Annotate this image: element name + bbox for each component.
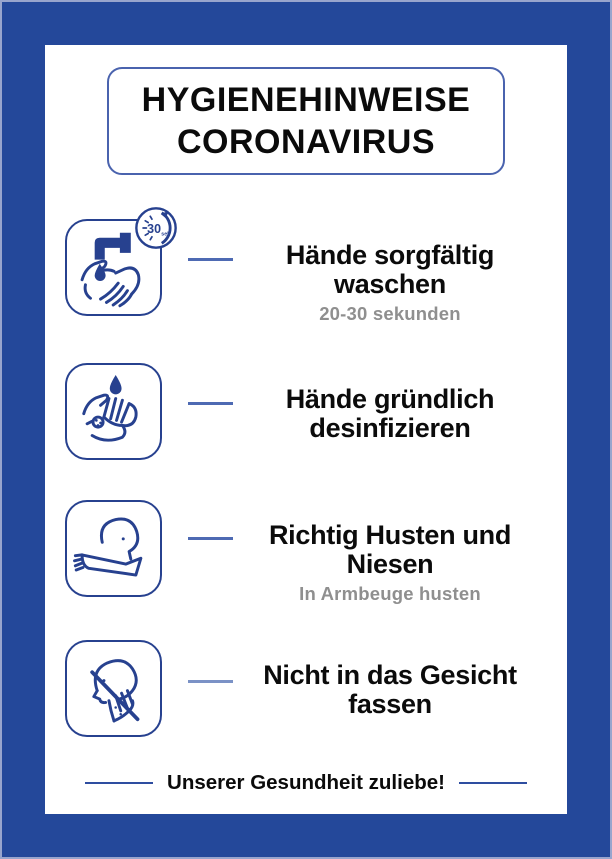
footer — [45, 771, 567, 795]
row-wash-hands — [230, 241, 550, 325]
row-disinfect-hands — [230, 385, 550, 443]
disinfect-hands-icon — [65, 363, 162, 460]
connector-line — [188, 402, 233, 405]
connector-line — [188, 680, 233, 683]
poster-inner — [45, 45, 567, 814]
row-subtext: 20-30 sekunden — [319, 303, 461, 324]
badge-value: 30 — [147, 221, 162, 236]
badge-unit: sek — [161, 231, 171, 238]
row-heading: Hände sorgfältig waschen — [285, 240, 495, 299]
title-box — [107, 67, 505, 175]
dont-touch-face-icon — [65, 640, 162, 737]
connector-line — [188, 258, 233, 261]
title-line2: CORONAVIRUS — [177, 123, 435, 161]
footer-left-line — [85, 782, 153, 784]
row-heading: Nicht in das Gesicht fassen — [263, 660, 517, 719]
footer-text: Unserer Gesundheit zuliebe! — [167, 771, 445, 794]
row-heading: Richtig Husten und Niesen — [268, 520, 512, 579]
title-line1: HYGIENEHINWEISE — [141, 81, 471, 119]
row-dont-touch-face — [230, 661, 550, 719]
row-heading: Hände gründlich desinfizieren — [285, 384, 495, 443]
cough-into-elbow-icon — [65, 500, 162, 597]
connector-line — [188, 537, 233, 540]
footer-right-line — [459, 782, 527, 784]
timer-30-seconds-badge — [133, 205, 179, 251]
wash-hands-icon — [65, 219, 171, 316]
row-cough-sneeze — [230, 521, 550, 605]
row-subtext: In Armbeuge husten — [299, 583, 481, 604]
